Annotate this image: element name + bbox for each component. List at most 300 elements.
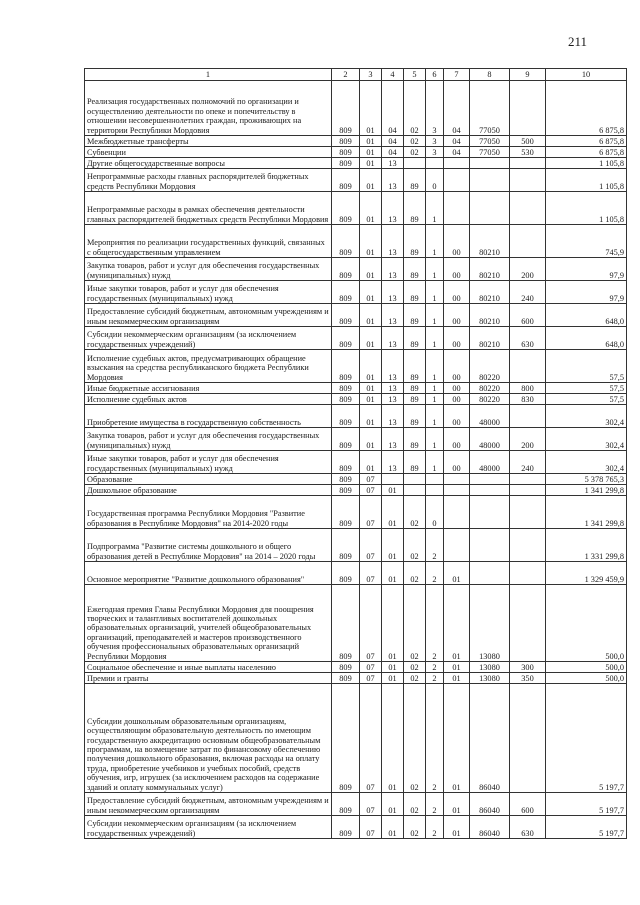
- code-subprogram: 1: [426, 258, 444, 281]
- column-header: 6: [426, 69, 444, 81]
- code-subprogram: 1: [426, 281, 444, 304]
- code-subsection: 13: [382, 383, 404, 394]
- code-admin: 809: [332, 327, 360, 350]
- code-subprogram: 1: [426, 451, 444, 474]
- code-section: 01: [360, 225, 382, 258]
- code-section: 07: [360, 474, 382, 485]
- code-event: 00: [444, 428, 470, 451]
- code-section: 07: [360, 684, 382, 793]
- code-section: 01: [360, 304, 382, 327]
- code-event: [444, 192, 470, 225]
- code-subprogram: 2: [426, 585, 444, 662]
- row-name: Исполнение судебных актов, предусматривающих обращение взыскания на средства республиканского бюджета Республики Мордовия: [85, 350, 332, 383]
- code-program: 02: [404, 793, 426, 816]
- code-event: 01: [444, 816, 470, 839]
- code-program: 02: [404, 147, 426, 158]
- code-program: 02: [404, 684, 426, 793]
- code-expense-type: 600: [510, 793, 546, 816]
- amount: 500,0: [546, 662, 627, 673]
- code-direction: [470, 562, 510, 585]
- code-event: 01: [444, 662, 470, 673]
- code-subsection: 01: [382, 496, 404, 529]
- code-program: [404, 158, 426, 169]
- header-row: [85, 69, 627, 81]
- code-subprogram: 1: [426, 383, 444, 394]
- amount: 5 378 765,3: [546, 474, 627, 485]
- code-subprogram: 0: [426, 496, 444, 529]
- code-expense-type: 200: [510, 428, 546, 451]
- amount: 745,9: [546, 225, 627, 258]
- column-header: 9: [510, 69, 546, 81]
- code-expense-type: [510, 169, 546, 192]
- budget-table: [84, 68, 627, 839]
- code-subsection: 01: [382, 662, 404, 673]
- table-row: [85, 304, 627, 327]
- row-name: Подпрограмма "Развитие системы дошкольного и общего образования детей в Республике Мордовия" на 2014 – 2020 годы: [85, 529, 332, 562]
- code-direction: 13080: [470, 662, 510, 673]
- code-expense-type: [510, 485, 546, 496]
- code-subprogram: 1: [426, 405, 444, 428]
- code-admin: 809: [332, 816, 360, 839]
- column-header: 8: [470, 69, 510, 81]
- code-direction: 86040: [470, 816, 510, 839]
- code-direction: 80210: [470, 225, 510, 258]
- code-subprogram: 1: [426, 304, 444, 327]
- code-direction: 48000: [470, 428, 510, 451]
- code-program: 89: [404, 281, 426, 304]
- code-admin: 809: [332, 529, 360, 562]
- amount: 500,0: [546, 673, 627, 684]
- row-name: Исполнение судебных актов: [85, 394, 332, 405]
- row-name: Закупка товаров, работ и услуг для обеспечения государственных (муниципальных) нужд: [85, 258, 332, 281]
- code-subprogram: 3: [426, 147, 444, 158]
- code-subprogram: 2: [426, 684, 444, 793]
- code-subprogram: 1: [426, 428, 444, 451]
- code-section: 01: [360, 394, 382, 405]
- table-row: [85, 585, 627, 662]
- code-subsection: 01: [382, 529, 404, 562]
- code-admin: 809: [332, 225, 360, 258]
- code-expense-type: 830: [510, 394, 546, 405]
- code-direction: [470, 158, 510, 169]
- column-header: 5: [404, 69, 426, 81]
- code-admin: 809: [332, 474, 360, 485]
- table-row: [85, 350, 627, 383]
- code-admin: 809: [332, 684, 360, 793]
- code-direction: 80210: [470, 258, 510, 281]
- table-row: [85, 383, 627, 394]
- code-direction: 80220: [470, 383, 510, 394]
- code-expense-type: [510, 585, 546, 662]
- code-program: 02: [404, 136, 426, 147]
- amount: 57,5: [546, 383, 627, 394]
- row-name: Иные закупки товаров, работ и услуг для обеспечения государственных (муниципальных) нужд: [85, 451, 332, 474]
- amount: 57,5: [546, 394, 627, 405]
- code-expense-type: [510, 562, 546, 585]
- code-subprogram: 2: [426, 529, 444, 562]
- column-header: 7: [444, 69, 470, 81]
- code-direction: 77050: [470, 147, 510, 158]
- code-subprogram: 3: [426, 136, 444, 147]
- code-section: 01: [360, 169, 382, 192]
- code-program: 89: [404, 394, 426, 405]
- column-header: 3: [360, 69, 382, 81]
- code-section: 07: [360, 662, 382, 673]
- code-subsection: 01: [382, 585, 404, 662]
- row-name: Закупка товаров, работ и услуг для обеспечения государственных (муниципальных) нужд: [85, 428, 332, 451]
- amount: 648,0: [546, 327, 627, 350]
- code-section: 01: [360, 451, 382, 474]
- code-event: 01: [444, 562, 470, 585]
- code-program: 02: [404, 816, 426, 839]
- code-event: [444, 529, 470, 562]
- code-subsection: 13: [382, 225, 404, 258]
- code-expense-type: 600: [510, 304, 546, 327]
- row-name: Премии и гранты: [85, 673, 332, 684]
- code-section: 01: [360, 350, 382, 383]
- amount: 5 197,7: [546, 816, 627, 839]
- code-subprogram: 2: [426, 816, 444, 839]
- amount: 1 341 299,8: [546, 496, 627, 529]
- code-direction: [470, 474, 510, 485]
- row-name: Субсидии дошкольным образовательным организациям, осуществляющим образовательную деятельность по имеющим государственную аккредитацию основным общеобразовательным программам, на возмещение затрат по финансовому обеспечению получения дошкольного образования, включая расходы на оплату труда, приобретение учебников и учебных пособий, средств обучения, игр, игрушек (за исключением расходов на содержание зданий и оплату коммунальных услуг): [85, 684, 332, 793]
- code-admin: 809: [332, 350, 360, 383]
- code-event: 00: [444, 258, 470, 281]
- code-subsection: 13: [382, 158, 404, 169]
- code-subprogram: 3: [426, 81, 444, 136]
- code-expense-type: [510, 192, 546, 225]
- code-program: 02: [404, 562, 426, 585]
- code-admin: 809: [332, 383, 360, 394]
- code-program: 02: [404, 81, 426, 136]
- table-row: [85, 684, 627, 793]
- amount: 500,0: [546, 585, 627, 662]
- page-number: 211: [568, 34, 588, 49]
- code-admin: 809: [332, 394, 360, 405]
- code-event: 00: [444, 383, 470, 394]
- code-direction: 77050: [470, 136, 510, 147]
- code-expense-type: [510, 684, 546, 793]
- code-direction: [470, 496, 510, 529]
- code-event: 00: [444, 327, 470, 350]
- code-subprogram: 1: [426, 327, 444, 350]
- column-header: 1: [85, 69, 332, 81]
- code-subsection: 13: [382, 258, 404, 281]
- code-program: 89: [404, 225, 426, 258]
- code-event: 04: [444, 81, 470, 136]
- table-row: [85, 451, 627, 474]
- code-expense-type: [510, 474, 546, 485]
- table-row: [85, 136, 627, 147]
- code-section: 01: [360, 147, 382, 158]
- code-section: 01: [360, 428, 382, 451]
- column-header: 4: [382, 69, 404, 81]
- code-event: 01: [444, 585, 470, 662]
- code-program: 89: [404, 405, 426, 428]
- code-section: 01: [360, 281, 382, 304]
- code-admin: 809: [332, 485, 360, 496]
- code-subprogram: 2: [426, 793, 444, 816]
- row-name: Непрограммные расходы главных распорядителей бюджетных средств Республики Мордовия: [85, 169, 332, 192]
- code-expense-type: 500: [510, 136, 546, 147]
- code-event: 01: [444, 793, 470, 816]
- table-row: [85, 562, 627, 585]
- table-row: [85, 394, 627, 405]
- row-name: Предоставление субсидий бюджетным, автономным учреждениям и иным некоммерческим организациям: [85, 793, 332, 816]
- row-name: Предоставление субсидий бюджетным, автономным учреждениям и иным некоммерческим организациям: [85, 304, 332, 327]
- code-admin: 809: [332, 158, 360, 169]
- code-program: 02: [404, 585, 426, 662]
- code-program: 02: [404, 673, 426, 684]
- table-row: [85, 81, 627, 136]
- code-direction: [470, 529, 510, 562]
- code-subsection: 01: [382, 562, 404, 585]
- amount: 6 875,8: [546, 147, 627, 158]
- code-subsection: 04: [382, 136, 404, 147]
- table-row: [85, 158, 627, 169]
- code-admin: 809: [332, 281, 360, 304]
- row-name: Мероприятия по реализации государственных функций, связанных с общегосударственным управлением: [85, 225, 332, 258]
- code-admin: 809: [332, 662, 360, 673]
- code-direction: [470, 192, 510, 225]
- row-name: Основное мероприятие "Развитие дошкольного образования": [85, 562, 332, 585]
- amount: 1 105,8: [546, 169, 627, 192]
- code-expense-type: 240: [510, 281, 546, 304]
- row-name: Ежегодная премия Главы Республики Мордовия для поощрения творческих и талантливых воспитателей дошкольных образовательных организаций, учителей общеобразовательных организаций, преподавателей и мастеров производственного обучения профессиональных образовательных организаций Республики Мордовия: [85, 585, 332, 662]
- amount: 1 105,8: [546, 158, 627, 169]
- code-expense-type: 300: [510, 662, 546, 673]
- code-admin: 809: [332, 192, 360, 225]
- code-subsection: 13: [382, 350, 404, 383]
- column-header: 10: [546, 69, 627, 81]
- row-name: Межбюджетные трансферты: [85, 136, 332, 147]
- table-row: [85, 496, 627, 529]
- code-subsection: 04: [382, 147, 404, 158]
- row-name: Образование: [85, 474, 332, 485]
- code-program: 02: [404, 496, 426, 529]
- code-subsection: 01: [382, 673, 404, 684]
- code-section: 07: [360, 816, 382, 839]
- code-section: 01: [360, 192, 382, 225]
- table-row: [85, 258, 627, 281]
- amount: 57,5: [546, 350, 627, 383]
- code-admin: 809: [332, 147, 360, 158]
- code-admin: 809: [332, 136, 360, 147]
- code-subsection: 04: [382, 81, 404, 136]
- code-section: 07: [360, 673, 382, 684]
- table-row: [85, 529, 627, 562]
- code-program: 89: [404, 327, 426, 350]
- code-subsection: 01: [382, 793, 404, 816]
- code-admin: 809: [332, 304, 360, 327]
- table-row: [85, 474, 627, 485]
- code-expense-type: [510, 350, 546, 383]
- code-subprogram: 2: [426, 562, 444, 585]
- code-section: 01: [360, 81, 382, 136]
- code-program: 02: [404, 662, 426, 673]
- code-section: 07: [360, 485, 382, 496]
- code-event: 00: [444, 304, 470, 327]
- code-program: 89: [404, 428, 426, 451]
- amount: 6 875,8: [546, 136, 627, 147]
- code-section: 07: [360, 496, 382, 529]
- code-program: [404, 485, 426, 496]
- code-subprogram: 0: [426, 169, 444, 192]
- code-direction: [470, 485, 510, 496]
- row-name: Иные закупки товаров, работ и услуг для обеспечения государственных (муниципальных) нужд: [85, 281, 332, 304]
- code-program: 89: [404, 383, 426, 394]
- row-name: Реализация государственных полномочий по организации и осуществлению деятельности по опеке и попечительству в отношении несовершеннолетних граждан, проживающих на территории Республики Мордовия: [85, 81, 332, 136]
- code-event: 04: [444, 147, 470, 158]
- code-direction: 48000: [470, 451, 510, 474]
- code-program: 02: [404, 529, 426, 562]
- amount: 1 331 299,8: [546, 529, 627, 562]
- code-subsection: 01: [382, 816, 404, 839]
- code-program: 89: [404, 192, 426, 225]
- code-program: 89: [404, 350, 426, 383]
- code-program: 89: [404, 169, 426, 192]
- code-direction: 86040: [470, 684, 510, 793]
- code-admin: 809: [332, 428, 360, 451]
- code-expense-type: 200: [510, 258, 546, 281]
- amount: 97,9: [546, 281, 627, 304]
- code-event: 00: [444, 451, 470, 474]
- code-subsection: 13: [382, 405, 404, 428]
- code-admin: 809: [332, 496, 360, 529]
- code-admin: 809: [332, 258, 360, 281]
- code-expense-type: [510, 225, 546, 258]
- code-admin: 809: [332, 562, 360, 585]
- row-name: Субсидии некоммерческим организациям (за исключением государственных учреждений): [85, 816, 332, 839]
- row-name: Государственная программа Республики Мордовия "Развитие образования в Республике Мордовия" на 2014-2020 годы: [85, 496, 332, 529]
- code-subprogram: 2: [426, 662, 444, 673]
- code-admin: 809: [332, 793, 360, 816]
- code-subprogram: [426, 485, 444, 496]
- code-program: 89: [404, 451, 426, 474]
- amount: 1 105,8: [546, 192, 627, 225]
- code-expense-type: 800: [510, 383, 546, 394]
- table-row: [85, 281, 627, 304]
- amount: 97,9: [546, 258, 627, 281]
- code-direction: 48000: [470, 405, 510, 428]
- amount: 302,4: [546, 405, 627, 428]
- code-subprogram: 2: [426, 673, 444, 684]
- code-event: 00: [444, 225, 470, 258]
- table-row: [85, 327, 627, 350]
- code-section: 07: [360, 793, 382, 816]
- code-direction: 80220: [470, 394, 510, 405]
- code-expense-type: [510, 496, 546, 529]
- code-subsection: 13: [382, 169, 404, 192]
- code-subprogram: 1: [426, 192, 444, 225]
- code-admin: 809: [332, 585, 360, 662]
- amount: 6 875,8: [546, 81, 627, 136]
- code-direction: 86040: [470, 793, 510, 816]
- row-name: Дошкольное образование: [85, 485, 332, 496]
- code-direction: 13080: [470, 585, 510, 662]
- amount: 1 341 299,8: [546, 485, 627, 496]
- code-event: [444, 474, 470, 485]
- code-expense-type: [510, 405, 546, 428]
- code-event: 01: [444, 673, 470, 684]
- code-section: 01: [360, 327, 382, 350]
- code-section: 01: [360, 258, 382, 281]
- code-expense-type: [510, 158, 546, 169]
- row-name: Социальное обеспечение и иные выплаты населению: [85, 662, 332, 673]
- code-event: [444, 169, 470, 192]
- code-event: 01: [444, 684, 470, 793]
- code-event: 04: [444, 136, 470, 147]
- code-admin: 809: [332, 81, 360, 136]
- code-program: [404, 474, 426, 485]
- code-admin: 809: [332, 405, 360, 428]
- code-event: 00: [444, 350, 470, 383]
- code-expense-type: 630: [510, 816, 546, 839]
- table-row: [85, 147, 627, 158]
- code-subsection: [382, 474, 404, 485]
- row-name: Иные бюджетные ассигнования: [85, 383, 332, 394]
- code-subsection: 13: [382, 394, 404, 405]
- code-event: [444, 496, 470, 529]
- code-direction: 80210: [470, 281, 510, 304]
- row-name: Субсидии некоммерческим организациям (за исключением государственных учреждений): [85, 327, 332, 350]
- code-direction: 13080: [470, 673, 510, 684]
- amount: 648,0: [546, 304, 627, 327]
- code-expense-type: 240: [510, 451, 546, 474]
- code-subsection: 01: [382, 684, 404, 793]
- table-row: [85, 192, 627, 225]
- code-subsection: 13: [382, 281, 404, 304]
- table-row: [85, 225, 627, 258]
- code-admin: 809: [332, 451, 360, 474]
- code-event: [444, 485, 470, 496]
- code-direction: 80210: [470, 304, 510, 327]
- row-name: Непрограммные расходы в рамках обеспечения деятельности главных распорядителей бюджетных средств Республики Мордовия: [85, 192, 332, 225]
- code-admin: 809: [332, 169, 360, 192]
- code-section: 07: [360, 585, 382, 662]
- amount: 1 329 459,9: [546, 562, 627, 585]
- code-expense-type: 530: [510, 147, 546, 158]
- code-subprogram: [426, 158, 444, 169]
- code-event: 00: [444, 405, 470, 428]
- code-section: 01: [360, 158, 382, 169]
- code-direction: 77050: [470, 81, 510, 136]
- code-program: 89: [404, 258, 426, 281]
- code-subsection: 13: [382, 327, 404, 350]
- row-name: Субвенции: [85, 147, 332, 158]
- code-subprogram: [426, 474, 444, 485]
- code-event: [444, 158, 470, 169]
- code-expense-type: 630: [510, 327, 546, 350]
- code-section: 07: [360, 529, 382, 562]
- code-expense-type: [510, 529, 546, 562]
- table-row: [85, 405, 627, 428]
- table-row: [85, 816, 627, 839]
- code-subprogram: 1: [426, 394, 444, 405]
- table-row: [85, 793, 627, 816]
- code-program: 89: [404, 304, 426, 327]
- code-subsection: 13: [382, 428, 404, 451]
- amount: 5 197,7: [546, 684, 627, 793]
- code-subsection: 01: [382, 485, 404, 496]
- row-name: Другие общегосударственные вопросы: [85, 158, 332, 169]
- code-expense-type: [510, 81, 546, 136]
- code-admin: 809: [332, 673, 360, 684]
- code-event: 00: [444, 281, 470, 304]
- table-row: [85, 428, 627, 451]
- row-name: Приобретение имущества в государственную собственность: [85, 405, 332, 428]
- amount: 5 197,7: [546, 793, 627, 816]
